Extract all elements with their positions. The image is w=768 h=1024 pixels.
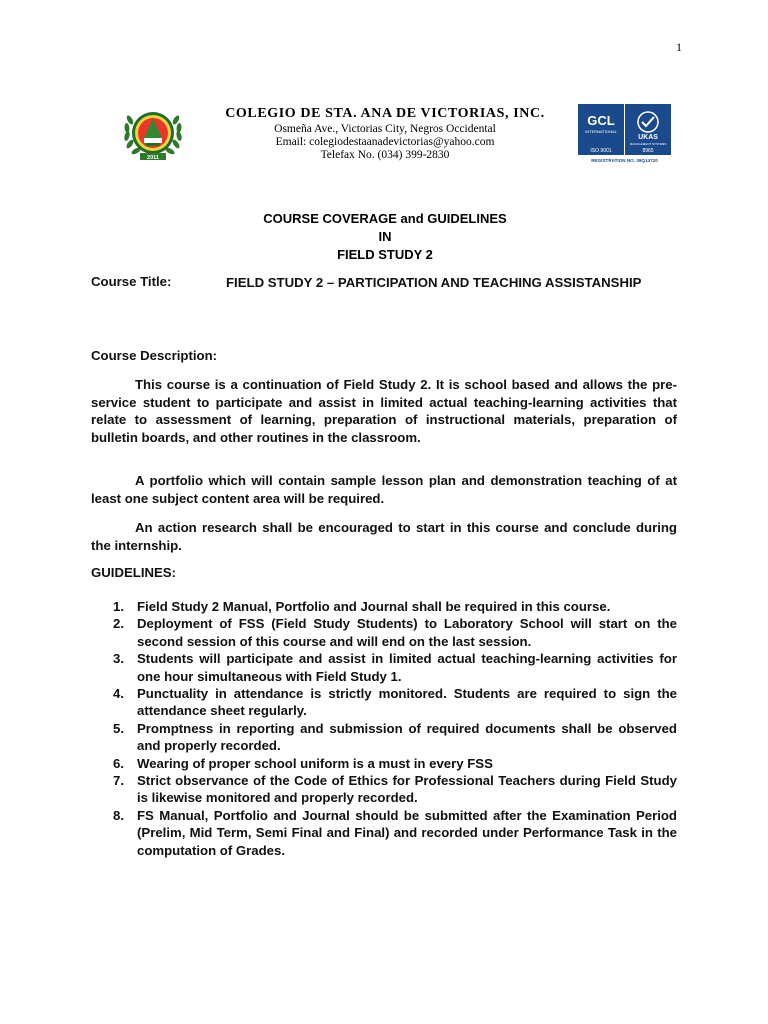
list-item <box>91 685 677 720</box>
guidelines-list <box>91 598 677 859</box>
school-header <box>190 105 580 162</box>
list-item-number: 1. <box>113 599 124 614</box>
list-item-text: Punctuality in attendance is strictly monitored. Students are required to sign the attendance sheet regularly. <box>137 686 677 719</box>
ukas-text: UKAS <box>638 134 658 141</box>
registration-text: REGISTRATION NO. 39Q14720 <box>591 158 658 163</box>
list-item <box>91 615 677 650</box>
title-line-3: FIELD STUDY 2 <box>337 247 433 262</box>
list-item-number: 4. <box>113 686 124 702</box>
list-item-number: 3. <box>113 651 124 667</box>
list-item-number: 7. <box>113 773 124 789</box>
ukas-number-text: 8965 <box>642 148 654 154</box>
gcl-sub-text: INTERNATIONAL <box>585 129 617 134</box>
list-item-text: Promptness in reporting and submission of required documents shall be observed and properly recorded. <box>137 720 677 754</box>
description-paragraph-3: An action research shall be encouraged to start in this course and conclude during the internship. <box>91 520 677 553</box>
ukas-sub-text: MANAGEMENT SYSTEMS <box>629 142 667 146</box>
school-name: COLEGIO DE STA. ANA DE VICTORIAS, INC. <box>225 106 545 121</box>
school-email: Email: colegiodestaanadevictorias@yahoo.com <box>275 136 495 148</box>
title-line-2: IN <box>378 229 392 244</box>
list-item <box>91 755 677 772</box>
list-item-number: 5. <box>113 720 124 736</box>
description-paragraph-1: This course is a continuation of Field Study 2. It is school based and allows the pre-service student to participate and assist in limited actual teaching-learning activities that relate to assessment of learning, preparation of instructional materials, preparation of bulletin boards, and other routines in the classroom. <box>91 377 677 445</box>
list-item-text: Wearing of proper school uniform is a must in every FSS <box>137 755 493 771</box>
list-item-number: 2. <box>113 616 124 632</box>
list-item-text: Field Study 2 Manual, Portfolio and Journal shall be required in this course. <box>137 599 611 614</box>
description-paragraph-2: A portfolio which will contain sample lesson plan and demonstration teaching of at least one subject content area will be required. <box>91 473 677 506</box>
list-item <box>91 598 677 615</box>
gcl-text: GCL <box>587 113 615 128</box>
school-address: Osmeña Ave., Victorias City, Negros Occidental <box>274 123 496 135</box>
list-item <box>91 807 677 859</box>
list-item <box>91 650 677 685</box>
list-item-number: 6. <box>113 755 124 771</box>
document-title <box>190 210 580 264</box>
iso-text: ISO 9001 <box>590 148 612 154</box>
seal-year: 2011 <box>147 155 159 161</box>
list-item-text: FS Manual, Portfolio and Journal should be submitted after the Examination Period (Prelim, Mid Term, Semi Final and Final) and recorded under Performance Task in the computation of Grades. <box>137 807 677 858</box>
page-number: 1 <box>676 40 682 54</box>
school-seal-icon <box>120 106 186 162</box>
list-item-text: Strict observance of the Code of Ethics for Professional Teachers during Field Study is likewise monitored and properly recorded. <box>137 773 677 806</box>
course-description-heading: Course Description: <box>91 348 218 363</box>
school-telefax: Telefax No. (034) 399-2830 <box>320 149 450 161</box>
list-item-text: Deployment of FSS (Field Study Students) to Laboratory School will start on the second session of this course and will end on the last session. <box>137 616 677 649</box>
list-item-number: 8. <box>113 807 124 823</box>
course-title-label: Course Title: <box>91 274 172 289</box>
gcl-ukas-certification-icon <box>577 103 672 165</box>
list-item <box>91 720 677 755</box>
course-title-value: FIELD STUDY 2 – PARTICIPATION AND TEACHING ASSISTANSHIP <box>226 275 642 290</box>
title-line-1: COURSE COVERAGE and GUIDELINES <box>263 211 507 226</box>
list-item <box>91 772 677 807</box>
guidelines-heading: GUIDELINES: <box>91 565 176 580</box>
list-item-text: Students will participate and assist in limited actual teaching-learning activities for one hour simultaneous with Field Study 1. <box>137 651 677 684</box>
